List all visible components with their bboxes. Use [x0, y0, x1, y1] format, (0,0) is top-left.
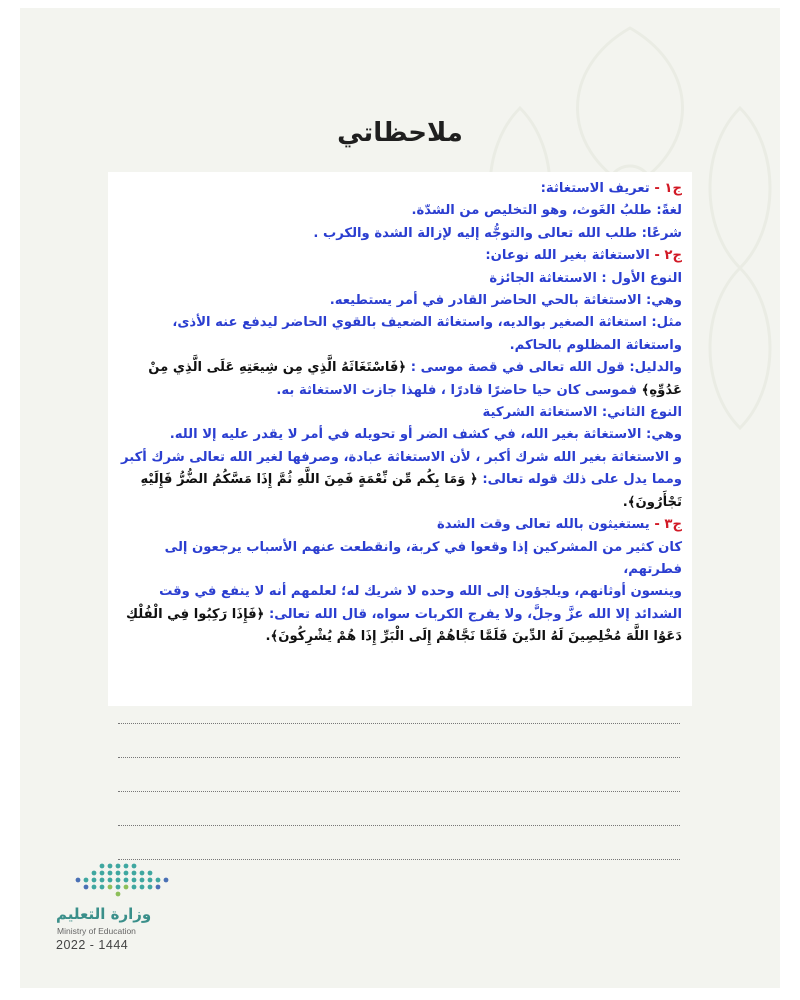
text-line: [114, 178, 682, 200]
writing-line[interactable]: [118, 756, 680, 758]
text-line: [114, 335, 682, 357]
text-line: [114, 312, 682, 334]
writing-line[interactable]: [118, 858, 680, 860]
text-line: [114, 200, 682, 222]
answer-number: ج٢ -: [649, 248, 682, 264]
line-text: وينسون أوثانهم، ويلجؤون إلى الله وحده لا شريك له؛ لعلمهم أنه لا ينفع في وقت: [159, 584, 682, 600]
text-line: [114, 223, 682, 245]
text-line: [114, 469, 682, 491]
text-line: [114, 447, 682, 469]
text-line: [114, 357, 682, 379]
text-line: [114, 424, 682, 446]
line-text: والدليل: قول الله تعالى في قصة موسى :: [406, 360, 682, 376]
answer-number: ج٣ -: [649, 517, 682, 533]
text-line: [114, 514, 682, 536]
text-line: [114, 492, 682, 514]
line-text: فطرتهم،: [623, 561, 682, 577]
line-text: واستغاثة المظلوم بالحاكم.: [509, 337, 682, 353]
text-line: [114, 290, 682, 312]
quran-verse: تَجْأَرُونَ﴾.: [622, 494, 682, 510]
ministry-name-arabic: وزارة التعليم: [56, 905, 152, 923]
quran-verse: دَعَوُا اللَّهَ مُخْلِصِينَ لَهُ الدِّينَ فَلَمَّا نَجَّاهُمْ إِلَى الْبَرِّ إِذَا هُمْ يُشْرِكُونَ﴾.: [265, 629, 682, 645]
text-line: [114, 537, 682, 559]
line-text: لغةً: طلبُ الغَوث، وهو التخليص من الشدّة.: [411, 203, 682, 219]
writing-line[interactable]: [118, 722, 680, 724]
line-text: مثل: استغاثة الصغير بوالديه، واستغاثة الضعيف بالقوي الحاضر ليدفع عنه الأذى،: [172, 315, 682, 331]
line-text: ومما يدل على ذلك قوله تعالى:: [477, 472, 682, 488]
line-text: فموسى كان حيا حاضرًا قادرًا ، فلهذا جازت الاستغاثة به.: [276, 382, 638, 398]
line-text: وهي: الاستغاثة بالحي الحاضر القادر في أمر يستطيعه.: [329, 293, 682, 309]
page-title: ملاحظاتي: [337, 118, 463, 148]
quran-verse: ﴿فَإِذَا رَكِبُوا فِي الْفُلْكِ: [125, 606, 265, 622]
line-text: و الاستغاثة بغير الله شرك أكبر ، لأن الاستغاثة عبادة، وصرفها لغير الله تعالى شرك أكبر: [121, 449, 682, 465]
quran-verse: ﴿ وَمَا بِكُم مِّن نِّعْمَةٍ فَمِنَ اللَّهِ ثُمَّ إِذَا مَسَّكُمُ الضُّرُّ فَإِلَيْهِ: [140, 472, 478, 488]
line-text: النوع الأول : الاستغاثة الجائزة: [489, 270, 682, 286]
text-line: [114, 245, 682, 267]
writing-line[interactable]: [118, 824, 680, 826]
quran-verse: ﴿فَاسْتَغَاثَهُ الَّذِي مِن شِيعَتِهِ عَلَى الَّذِي مِنْ: [148, 360, 407, 376]
line-text: تعريف الاستغاثة:: [540, 181, 650, 196]
text-line: [114, 581, 682, 603]
writing-line[interactable]: [118, 790, 680, 792]
ministry-name-english: Ministry of Education: [57, 926, 136, 936]
text-line: [114, 559, 682, 581]
text-line: [114, 626, 682, 648]
line-text: النوع الثاني: الاستغاثة الشركية: [482, 405, 682, 421]
text-line: [114, 604, 682, 626]
line-text: الاستغاثة بغير الله نوعان:: [485, 248, 650, 264]
answer-number: ج١ -: [649, 181, 682, 196]
line-text: يستغيثون بالله تعالى وقت الشدة: [436, 517, 650, 533]
writing-lines: [118, 722, 680, 892]
text-line: [114, 380, 682, 402]
line-text: كان كثير من المشركين إذا وقعوا في كربة، وانقطعت عنهم الأسباب يرجعون إلى: [164, 539, 682, 555]
notes-content: [108, 172, 692, 706]
quran-verse: عَدُوِّهِ﴾: [637, 382, 682, 398]
edition-year: 2022 - 1444: [56, 938, 129, 952]
text-line: [114, 402, 682, 424]
line-text: شرعًا: طلب الله تعالى والتوجُّه إليه لإزالة الشدة والكرب .: [313, 225, 682, 241]
line-text: الشدائد إلا الله عزَّ وجلَّ، ولا يفرج الكربات سواه، قال الله تعالى:: [264, 606, 682, 622]
line-text: وهي: الاستغاثة بغير الله، في كشف الضر أو تحويله في أمر لا يقدر عليه إلا الله.: [169, 427, 682, 443]
text-line: [114, 268, 682, 290]
moe-logo-icon: [56, 860, 186, 910]
